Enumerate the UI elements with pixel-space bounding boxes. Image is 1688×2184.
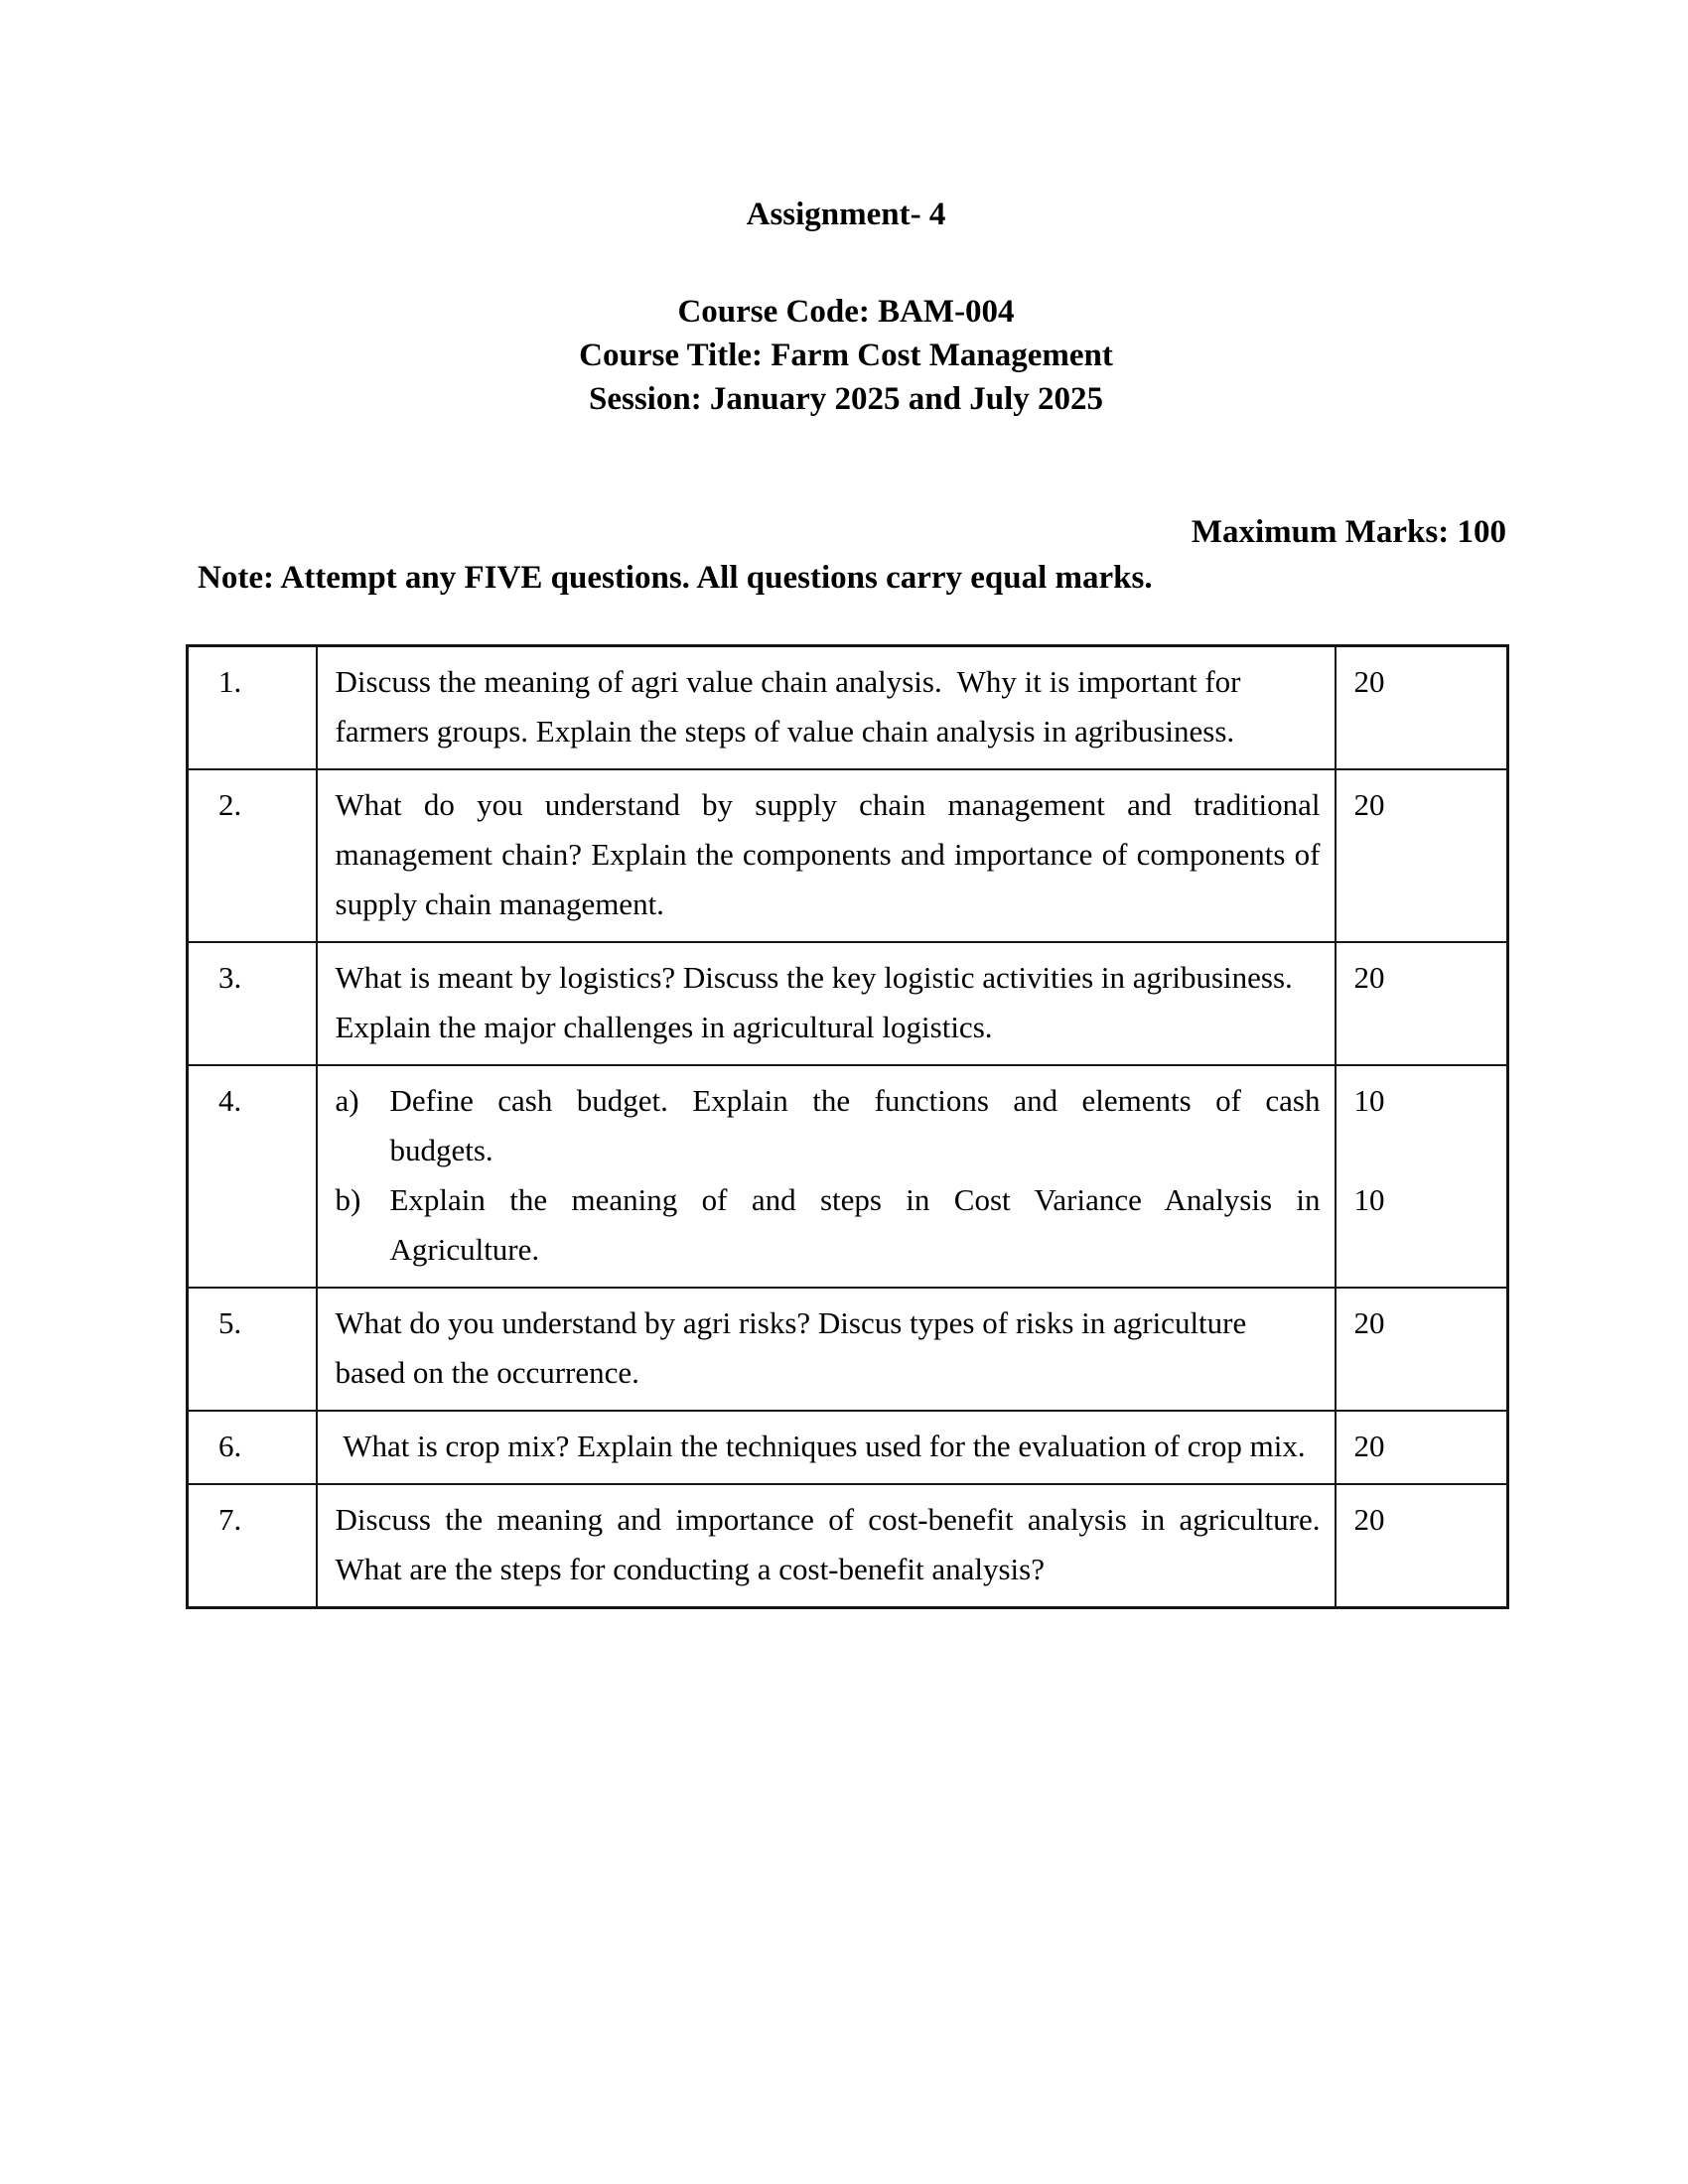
part-line: Define cash budget. Explain the functions and elements of cash — [389, 1083, 1321, 1118]
marks-cell — [1336, 1288, 1508, 1411]
question-cell — [317, 942, 1336, 1065]
part-line: budgets. — [389, 1133, 493, 1167]
table-row — [188, 942, 1508, 1065]
part-line: Agriculture. — [389, 1232, 540, 1267]
marks-value: 20 — [1353, 787, 1385, 822]
table-row — [188, 1484, 1508, 1608]
questions-table — [186, 644, 1509, 1609]
page-title: Assignment- 4 — [746, 197, 946, 232]
table-row — [188, 1411, 1508, 1484]
question-text: Discuss the meaning of agri value chain analysis. Why it is important for farmers groups. Explain the steps of value chain analysis in agribusiness. — [335, 664, 1249, 749]
part-text — [390, 1175, 1321, 1275]
part-text — [390, 1076, 1321, 1175]
question-number: 1. — [188, 646, 317, 770]
marks-value: 10 — [1353, 1083, 1385, 1118]
marks-value: 20 — [1353, 1502, 1385, 1537]
question-cell — [317, 769, 1336, 942]
marks-value: 10 — [1353, 1182, 1385, 1217]
marks-value: 20 — [1353, 1305, 1385, 1340]
marks-cell — [1336, 942, 1508, 1065]
questions-table-body — [188, 646, 1508, 1608]
course-code: Course Code: BAM-004 — [677, 294, 1015, 330]
marks-cell — [1336, 1065, 1508, 1288]
question-cell — [317, 1065, 1336, 1288]
table-row — [188, 1065, 1508, 1288]
question-number: 6. — [188, 1411, 317, 1484]
table-row — [188, 1288, 1508, 1411]
marks-cell — [1336, 1411, 1508, 1484]
maximum-marks: Maximum Marks: 100 — [1191, 514, 1506, 550]
question-number: 7. — [188, 1484, 317, 1608]
question-text: Discuss the meaning and importance of cost-benefit analysis in agriculture. What are the steps for conducting a cost-benefit analysis? — [335, 1502, 1328, 1586]
session-line: Session: January 2025 and July 2025 — [588, 381, 1104, 417]
marks-value: 20 — [1353, 1429, 1385, 1463]
question-cell — [317, 646, 1336, 770]
note: Note: Attempt any FIVE questions. All questions carry equal marks. — [198, 560, 1153, 596]
part-line: Explain the meaning of and steps in Cost Variance Analysis in — [389, 1182, 1321, 1217]
course-title: Course Title: Farm Cost Management — [579, 338, 1113, 373]
question-cell — [317, 1484, 1336, 1608]
part-label: b) — [335, 1182, 361, 1217]
part-label: a) — [335, 1083, 359, 1118]
course-header-block — [186, 290, 1506, 421]
question-number: 5. — [188, 1288, 317, 1411]
question-part — [336, 1175, 1321, 1275]
question-text: What do you understand by agri risks? Discus types of risks in agriculture based on the occurrence. — [335, 1305, 1255, 1390]
marks-value: 20 — [1353, 664, 1385, 699]
table-row — [188, 646, 1508, 770]
marks-cell — [1336, 1484, 1508, 1608]
marks-cell — [1336, 646, 1508, 770]
question-cell — [317, 1411, 1336, 1484]
marks-value: 20 — [1353, 960, 1385, 995]
table-row — [188, 769, 1508, 942]
marks-cell — [1336, 769, 1508, 942]
question-text: What is crop mix? Explain the techniques used for the evaluation of crop mix. — [335, 1429, 1306, 1463]
question-number: 4. — [188, 1065, 317, 1288]
question-text: What is meant by logistics? Discuss the key logistic activities in agribusiness. Explain the major challenges in agricultural logistics. — [335, 960, 1301, 1044]
question-part — [336, 1076, 1321, 1175]
question-text: What do you understand by supply chain management and traditional management chain? Explain the components and importance of components of supply chain management. — [335, 787, 1329, 921]
question-number: 2. — [188, 769, 317, 942]
question-number: 3. — [188, 942, 317, 1065]
question-cell — [317, 1288, 1336, 1411]
